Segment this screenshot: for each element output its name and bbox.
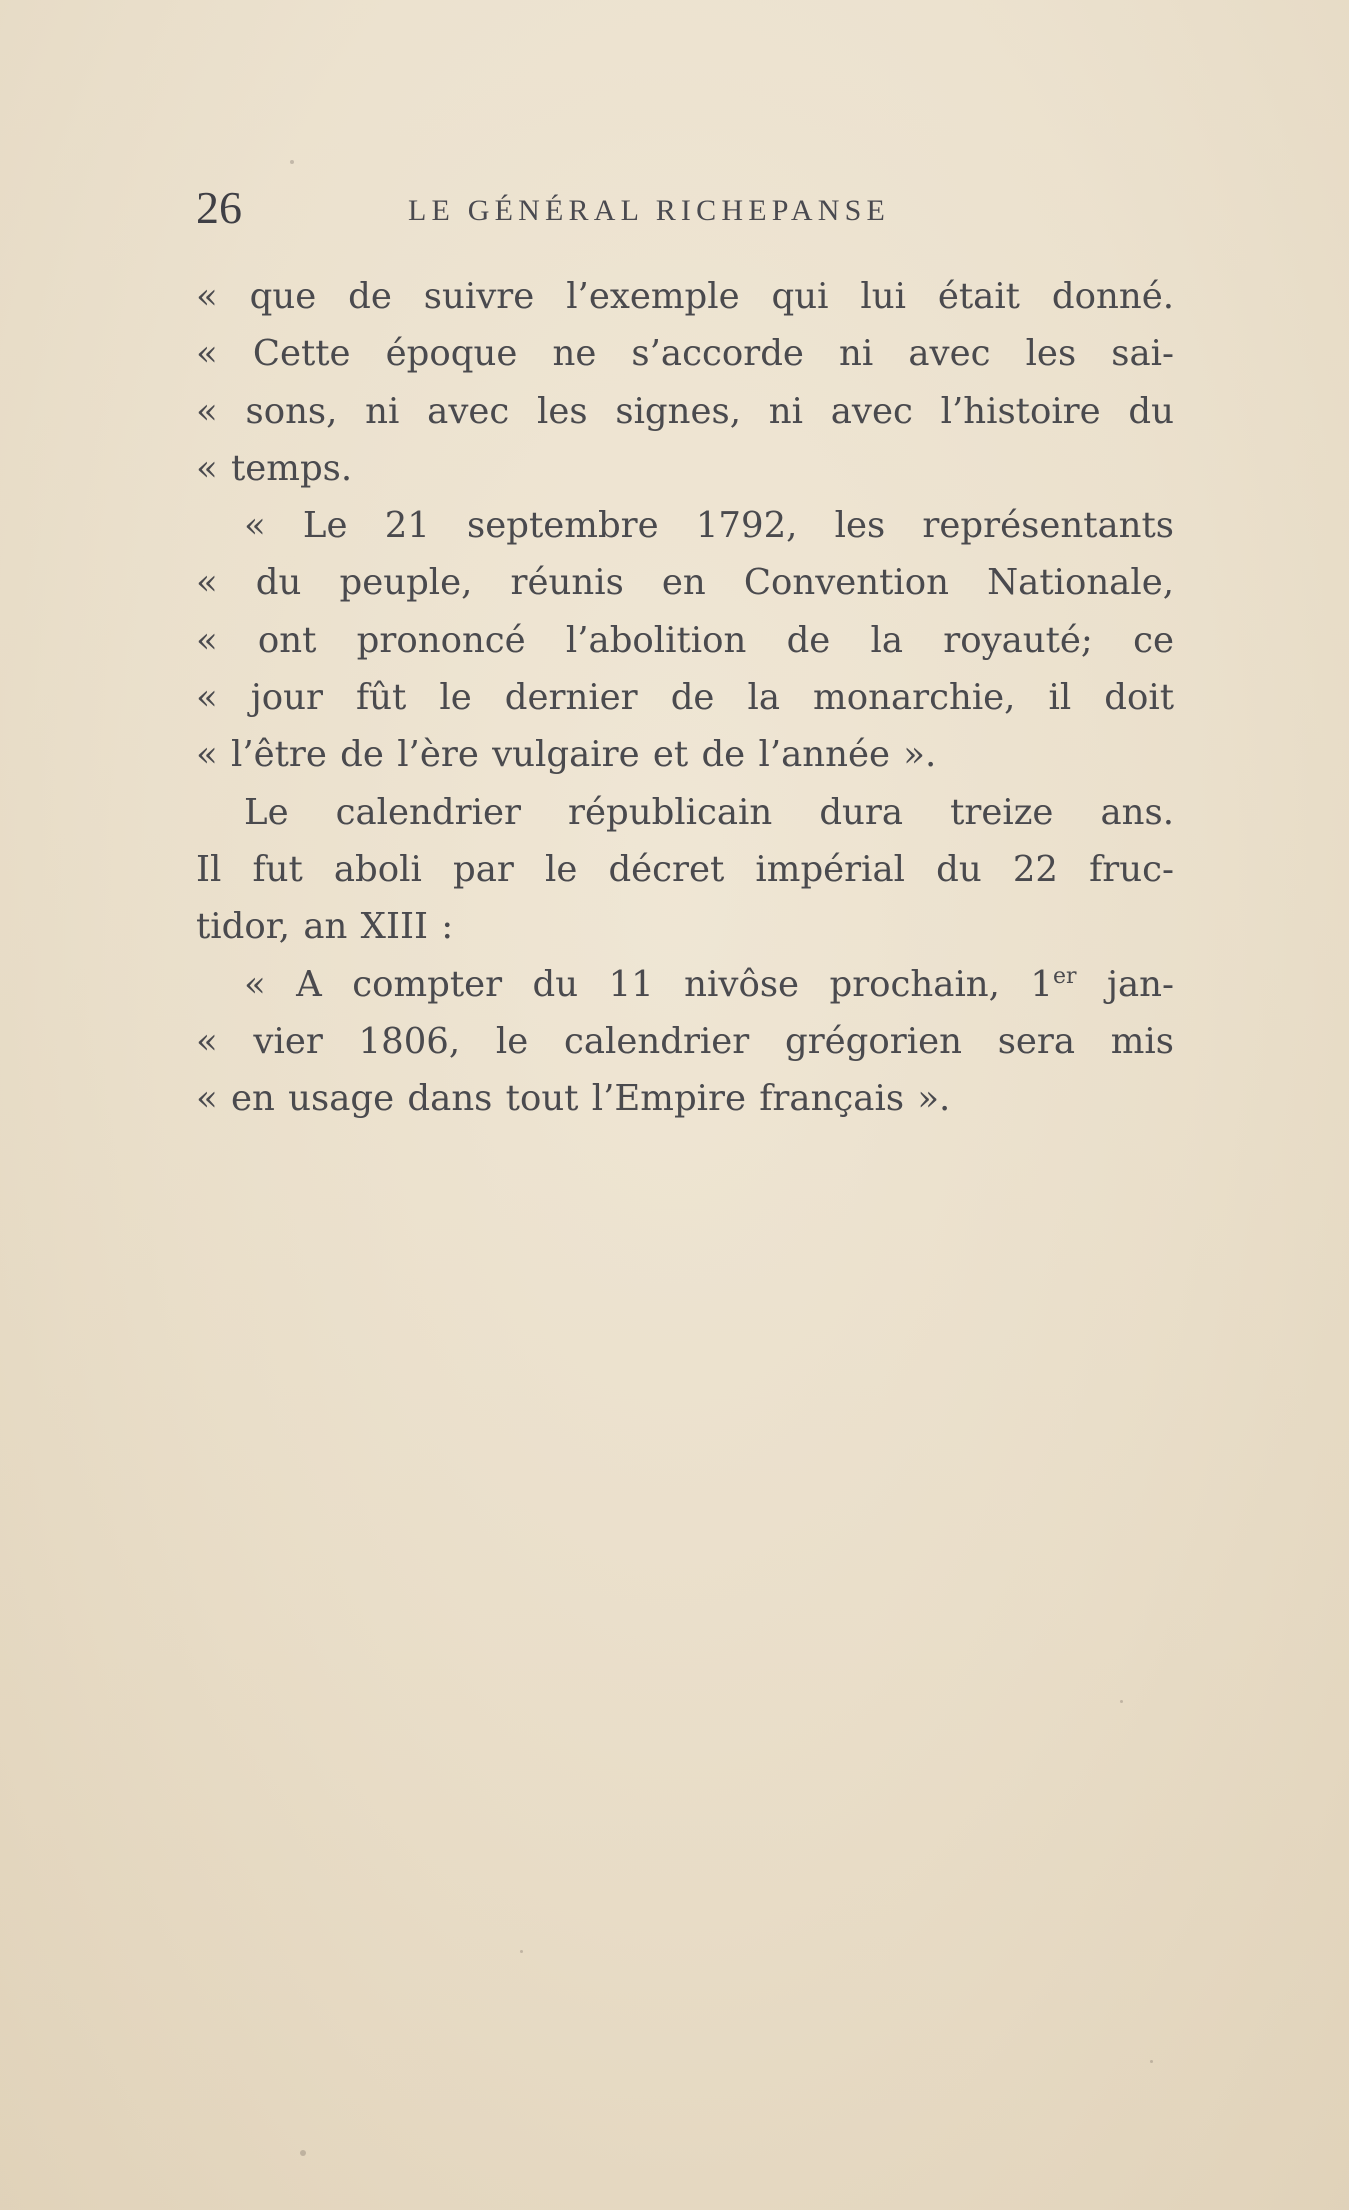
body-text [196, 268, 1174, 1127]
superscript: er [1052, 963, 1077, 989]
text-line: « Cette époque ne s’accorde ni avec les sai- [196, 333, 1174, 375]
text-line: Il fut aboli par le décret impérial du 22 fruc- [196, 848, 1174, 890]
text-line: tidor, an XIII : [196, 906, 454, 948]
page-number: 26 [196, 182, 242, 233]
paper-speck [1120, 1700, 1123, 1703]
text-line: « du peuple, réunis en Convention Nationale, [196, 562, 1174, 604]
text-fragment: « A compter du 11 nivôse prochain, 1 [244, 963, 1053, 1005]
paper-speck [1150, 2060, 1153, 2063]
text-fragment: jan- [1076, 963, 1174, 1005]
text-line: « jour fût le dernier de la monarchie, il doit [196, 677, 1174, 719]
text-line: « temps. [196, 447, 353, 489]
text-line: « ont prononcé l’abolition de la royauté; ce [196, 619, 1174, 661]
text-line: Le calendrier républicain dura treize ans. [244, 791, 1174, 833]
paper-speck [300, 2150, 306, 2156]
text-line: « que de suivre l’exemple qui lui était donné. [196, 276, 1174, 317]
text-line [196, 956, 1174, 1013]
text-line: « en usage dans tout l’Empire français ». [196, 1078, 951, 1120]
text-line: « vier 1806, le calendrier grégorien sera mis [196, 1020, 1174, 1062]
text-line: « Le 21 septembre 1792, les représentants [244, 505, 1174, 547]
paper-speck [290, 160, 294, 164]
text-line: « sons, ni avec les signes, ni avec l’histoire du [196, 390, 1174, 432]
page-header [196, 178, 1176, 238]
text-line: « l’être de l’ère vulgaire et de l’année ». [196, 734, 937, 776]
running-title: LE GÉNÉRAL RICHEPANSE [408, 194, 890, 227]
paper-speck [520, 1950, 523, 1953]
